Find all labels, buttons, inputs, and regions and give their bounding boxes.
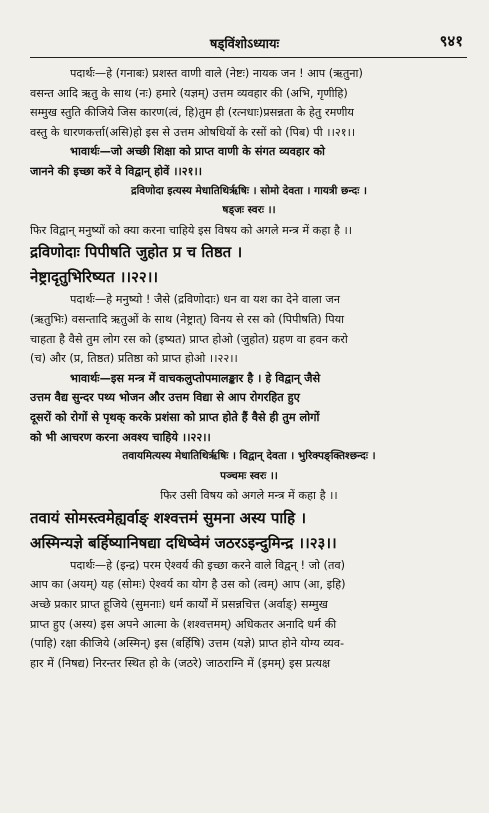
text-line: भावार्थः—इस मन्त्र में वाचकलुप्तोपमालङ्कार है । हे विद्वान् जैसे [70,371,321,385]
text-line: आप का (अयम्) यह (सोमः) ऐश्वर्य का योग है उस को (त्वम्) आप (आ, इहि) [30,578,346,592]
chapter-title: षड्विंशोऽध्यायः [209,37,280,52]
text-line: हार में (निषद्य) निरन्तर स्थित हो के (जठरे) जाठराग्नि में (इमम्) इस प्रत्यक्ष [30,656,331,670]
text-line: पदार्थः—हे (इन्द्र) परम ऐश्वर्य की इच्छा करने वाले विद्वन् ! जो (तव) [70,558,346,572]
text-line: फिर विद्वान् मनुष्यों को क्या करना चाहिये इस विषय को अगले मन्त्र में कहा है ।। [30,223,353,237]
text-line: को भी आचरण करना अवश्य चाहिये ।।२२।। [30,430,211,444]
text-line: सम्मुख स्तुति कीजिये जिस कारण(त्वं, हि)तुम ही (रत्नधाः)प्रसन्नता के हेतु रमणीय [30,106,354,120]
text-line: जानने की इच्छा करें वे विद्वान् होवें ।।२१।। [30,164,203,178]
text-line: चाहता है वैसे तुम लोग रस को (इष्यत) प्राप्त होओ (जुहोत) ग्रहण वा हवन करो [30,332,348,346]
text-line: वसन्त आदि ऋतु के साथ (नः) हमारे (यज्ञम्) उत्तम व्यवहार की (अभि, गृणीहि) [30,86,348,100]
text-line: (ऋतुभिः) वसन्तादि ऋतुओं के साथ (नेष्ट्रात्) विनय से रस को (पिपीषति) पिया [30,312,345,326]
text-line: (च) और (प्र, तिष्ठत) प्रतिष्ठा को प्राप्त होओ ।।२२।। [30,352,238,366]
mantra-svara: षड्जः स्वरः ।। [222,204,276,217]
text-line: भावार्थः—जो अच्छी शिक्षा को प्राप्त वाणी के संगत व्यवहार को [70,145,325,159]
text-line: फिर उसी विषय को अगले मन्त्र में कहा है ।। [160,489,338,503]
page-number: ९४१ [439,32,463,50]
mantra-meta: द्रविणोदा इत्यस्य मेधातिथिर्ऋषिः । सोमो देवता । गायत्री छन्दः । [131,184,367,197]
mantra-svara: पञ्चमः स्वरः ।। [220,469,278,482]
page-body [30,64,468,673]
text-line: प्राप्त हुए (अस्य) इस अपने आत्मा के (शश्वत्तमम्) अधिकतर अनादि धर्म की [30,617,337,631]
text-line: वस्तु के धारणकर्त्ता(असि)हो इस से उत्तम ओषधियों के रसों को (पिब) पी ।।२१।। [30,125,356,139]
page-header [0,0,489,60]
mantra-line: द्रविणोदाः पिपीषति जुहोत प्र च तिष्ठत । [30,243,243,262]
mantra-line: अस्मिन्यज्ञे बर्हिष्यानिषद्या दधिष्वेमं जठरऽइन्दुमिन्द्र ।।२३।। [30,533,337,552]
mantra-meta: तवायमित्यस्य मेधातिथिर्ऋषिः । विद्वान् देवता । भुरिक्पङ्क्तिश्छन्दः । [122,450,376,463]
text-line: (पाहि) रक्षा कीजिये (अस्मिन्) इस (बर्हिषि) उत्तम (यज्ञे) प्राप्त होने योग्य व्यव- [30,637,345,651]
text-line: उत्तम वैद्य सुन्दर पथ्य भोजन और उत्तम विद्या से आप रोगरहित हुए [30,391,300,405]
mantra-line: तवायं सोमस्त्वमेह्यर्वाङ् शश्वत्तमं सुमना अस्य पाहि । [30,508,307,527]
text-line: दूसरों को रोगों से पृथक् करके प्रशंसा को प्राप्त होते हैं वैसे ही तुम लोगों [30,410,320,424]
text-line: पदार्थः—हे मनुष्यो ! जैसे (द्रविणोदाः) धन वा यश का देने वाला जन [70,293,340,307]
mantra-line: नेष्ट्रादृतुभिरिष्यत ।।२२।। [30,268,159,287]
text-line: अच्छे प्रकार प्राप्त हूजिये (सुमनाः) धर्म कार्यों में प्रसन्नचित्त (अर्वाङ्) सम्मुख [30,598,328,612]
text-line: पदार्थः—हे (गनाबः) प्रशस्त वाणी वाले (नेष्टः) नायक जन ! आप (ऋतुना) [70,67,363,80]
header-rule [30,57,467,58]
